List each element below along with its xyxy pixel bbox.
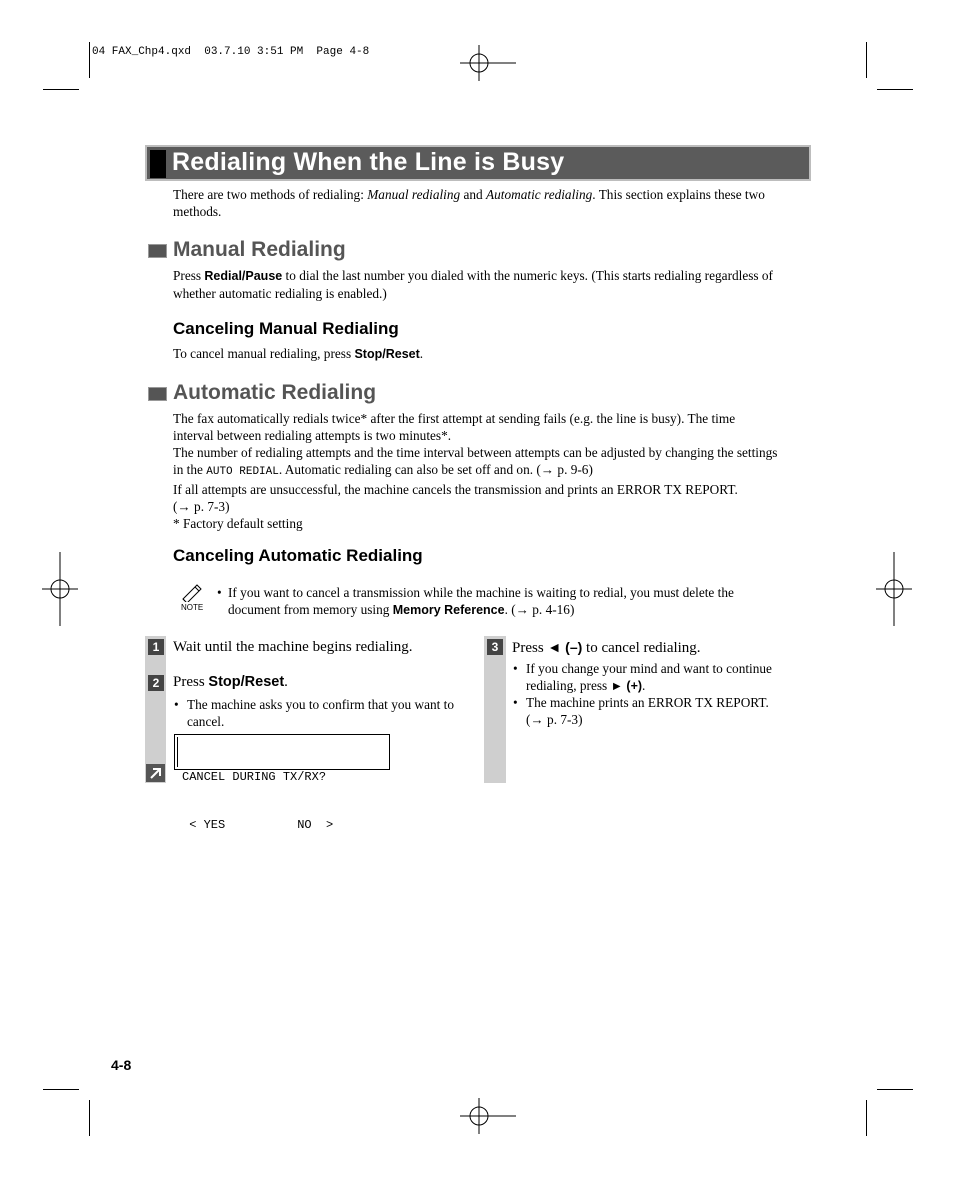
- step-3-bullet-1: • If you change your mind and want to continue redialing, press ► (+).: [513, 661, 772, 693]
- intro-line-2: methods.: [173, 204, 222, 219]
- page-number: 4-8: [111, 1057, 132, 1073]
- step-2-bullet: • The machine asks you to confirm that you want to cancel.: [174, 697, 454, 729]
- section-heading-automatic: Automatic Redialing: [173, 381, 377, 404]
- registration-mark-icon: [460, 45, 516, 81]
- crop-mark: [43, 1089, 79, 1090]
- note-text: • If you want to cancel a transmission while the machine is waiting to redial, you must delete the document from memory using Memory Reference. (→ p. 4-16): [217, 585, 734, 617]
- lcd-display: CANCEL DURING TX/RX? < YES NO >: [174, 734, 390, 770]
- registration-mark-icon: [876, 552, 912, 626]
- automatic-paragraph: The fax automatically redials twice* after the first attempt at sending fails (e.g. the line is busy). The time interval between redialing attempts is two minutes*. The number of redialing attempts and the time interval between attempts can be adjusted by changing the settings in the AUTO REDIAL. Automatic redialing can also be set off and on. (→ p. 9-6) If all attempts are unsuccessful, the machine cancels the transmission and prints an ERROR TX REPORT. (→ p. 7-3) * Factory default setting: [173, 410, 833, 532]
- section-heading-manual: Manual Redialing: [173, 238, 346, 261]
- step-number-1: 1: [148, 639, 164, 655]
- registration-mark-icon: [460, 1098, 516, 1134]
- page-title-bar: [145, 145, 811, 181]
- section-marker-icon: [148, 244, 167, 258]
- crop-mark: [89, 1100, 90, 1136]
- crop-mark: [877, 1089, 913, 1090]
- crop-mark: [866, 1100, 867, 1136]
- title-marker: [150, 150, 166, 178]
- step-1-text: Wait until the machine begins redialing.: [173, 639, 413, 655]
- section-marker-icon: [148, 387, 167, 401]
- step-column-left: [145, 636, 166, 783]
- note-pencil-icon: [180, 582, 204, 602]
- intro-line-1: There are two methods of redialing: Manual redialing and Automatic redialing. This section explains these two: [173, 187, 765, 202]
- step-column-right: [484, 636, 506, 783]
- crop-mark: [877, 89, 913, 90]
- subheading-cancel-manual: Canceling Manual Redialing: [173, 319, 399, 338]
- step-number-3: 3: [487, 639, 503, 655]
- step-number-2: 2: [148, 675, 164, 691]
- registration-mark-icon: [42, 552, 78, 626]
- step-2-text: Press Stop/Reset.: [173, 674, 288, 690]
- note-label: NOTE: [181, 603, 204, 612]
- page-title: Redialing When the Line is Busy: [172, 148, 565, 176]
- continued-arrow-icon: [146, 764, 165, 782]
- subheading-cancel-automatic: Canceling Automatic Redialing: [173, 546, 423, 565]
- crop-mark: [43, 89, 79, 90]
- cancel-manual-text: To cancel manual redialing, press Stop/Reset.: [173, 346, 424, 361]
- crop-mark: [89, 42, 90, 78]
- step-3-bullet-2: • The machine prints an ERROR TX REPORT. (→ p. 7-3): [513, 695, 769, 727]
- manual-paragraph: Press Redial/Pause to dial the last number you dialed with the numeric keys. (This starts redialing regardless of whether automatic redialing is enabled.): [173, 268, 773, 301]
- crop-mark: [866, 42, 867, 78]
- step-3-text: Press ◄ (–) to cancel redialing.: [512, 639, 701, 656]
- footnote: * Factory default setting: [173, 516, 303, 531]
- intro-paragraph: [173, 186, 813, 220]
- file-slug: 04 FAX_Chp4.qxd 03.7.10 3:51 PM Page 4-8: [92, 46, 370, 58]
